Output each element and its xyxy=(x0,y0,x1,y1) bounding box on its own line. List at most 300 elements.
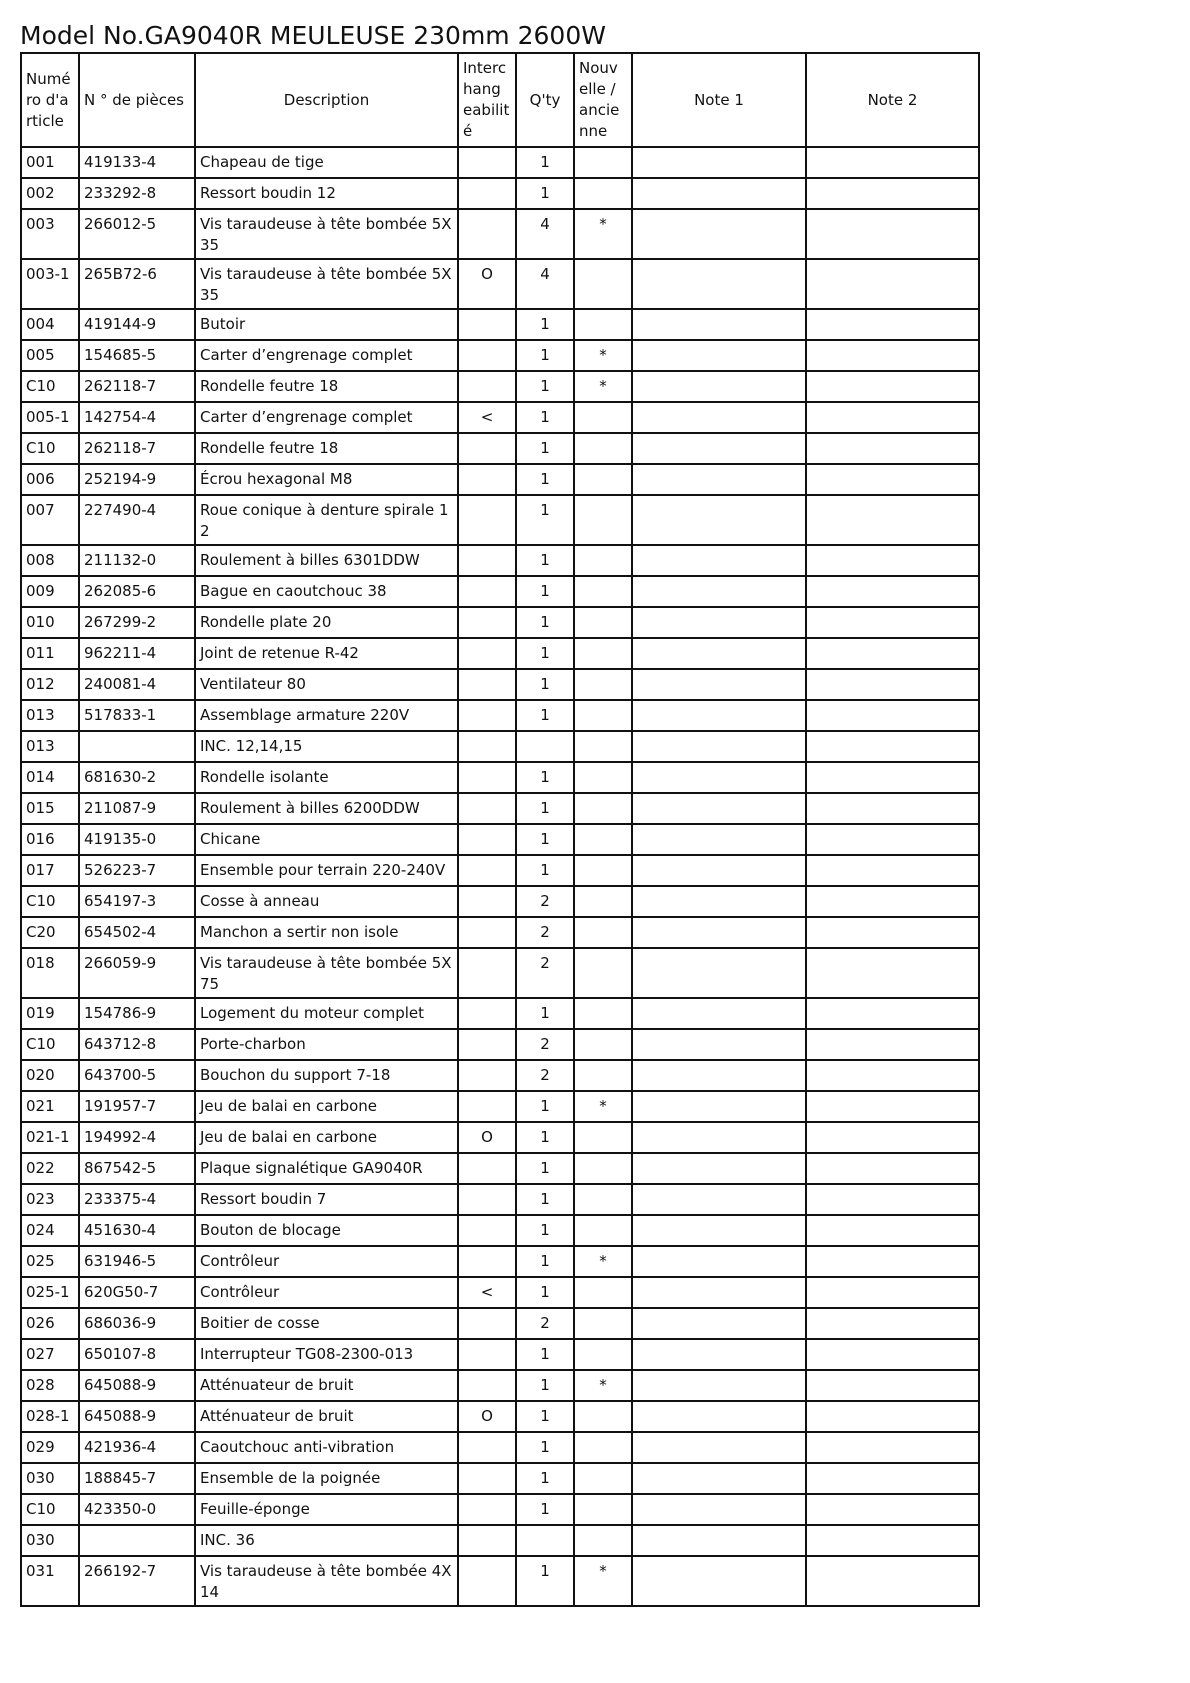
cell-new-old: * xyxy=(574,1370,632,1401)
cell-description: Roue conique à denture spirale 1 2 xyxy=(195,495,458,545)
page-title: Model No.GA9040R MEULEUSE 230mm 2600W xyxy=(20,21,606,50)
cell-note-2 xyxy=(806,1184,979,1215)
table-row xyxy=(21,700,979,731)
cell-note-2 xyxy=(806,576,979,607)
table-row xyxy=(21,1246,979,1277)
table-row xyxy=(21,1401,979,1432)
cell-interchangeability xyxy=(458,1525,516,1556)
cell-part-no: 240081-4 xyxy=(79,669,195,700)
cell-note-2 xyxy=(806,1153,979,1184)
table-row xyxy=(21,607,979,638)
cell-note-1 xyxy=(632,948,806,998)
cell-interchangeability xyxy=(458,824,516,855)
cell-description: Manchon a sertir non isole xyxy=(195,917,458,948)
cell-new-old xyxy=(574,495,632,545)
cell-note-2 xyxy=(806,259,979,309)
col-header-part-no: N ° de pièces xyxy=(79,53,195,147)
cell-new-old xyxy=(574,309,632,340)
cell-qty: 1 xyxy=(516,576,574,607)
cell-new-old xyxy=(574,576,632,607)
cell-note-1 xyxy=(632,1215,806,1246)
cell-interchangeability xyxy=(458,1029,516,1060)
cell-note-1 xyxy=(632,259,806,309)
cell-description: Jeu de balai en carbone xyxy=(195,1091,458,1122)
cell-new-old: * xyxy=(574,340,632,371)
cell-description: Ventilateur 80 xyxy=(195,669,458,700)
cell-part-no: 194992-4 xyxy=(79,1122,195,1153)
cell-qty: 1 xyxy=(516,762,574,793)
cell-item-no: 004 xyxy=(21,309,79,340)
cell-item-no: 024 xyxy=(21,1215,79,1246)
cell-description: Joint de retenue R-42 xyxy=(195,638,458,669)
cell-part-no: 686036-9 xyxy=(79,1308,195,1339)
cell-item-no: 030 xyxy=(21,1463,79,1494)
table-row xyxy=(21,371,979,402)
cell-item-no: 013 xyxy=(21,700,79,731)
cell-description: Butoir xyxy=(195,309,458,340)
cell-new-old xyxy=(574,402,632,433)
cell-part-no: 154685-5 xyxy=(79,340,195,371)
cell-item-no: 027 xyxy=(21,1339,79,1370)
cell-note-2 xyxy=(806,147,979,178)
table-row xyxy=(21,1215,979,1246)
cell-note-1 xyxy=(632,495,806,545)
cell-qty: 2 xyxy=(516,1060,574,1091)
cell-qty: 1 xyxy=(516,1122,574,1153)
cell-part-no: 211087-9 xyxy=(79,793,195,824)
cell-note-2 xyxy=(806,669,979,700)
cell-part-no: 265B72-6 xyxy=(79,259,195,309)
cell-note-1 xyxy=(632,1370,806,1401)
cell-note-1 xyxy=(632,1060,806,1091)
cell-interchangeability xyxy=(458,178,516,209)
cell-note-1 xyxy=(632,917,806,948)
cell-part-no: 227490-4 xyxy=(79,495,195,545)
cell-note-2 xyxy=(806,824,979,855)
col-header-note-2: Note 2 xyxy=(806,53,979,147)
cell-new-old: * xyxy=(574,1246,632,1277)
cell-qty: 1 xyxy=(516,464,574,495)
cell-note-1 xyxy=(632,1463,806,1494)
cell-new-old xyxy=(574,147,632,178)
cell-note-2 xyxy=(806,1246,979,1277)
cell-note-1 xyxy=(632,464,806,495)
cell-new-old: * xyxy=(574,371,632,402)
cell-new-old xyxy=(574,700,632,731)
table-row xyxy=(21,1153,979,1184)
cell-note-2 xyxy=(806,1029,979,1060)
cell-item-no: 017 xyxy=(21,855,79,886)
cell-item-no: 009 xyxy=(21,576,79,607)
cell-item-no: 031 xyxy=(21,1556,79,1606)
cell-note-1 xyxy=(632,1339,806,1370)
cell-new-old xyxy=(574,464,632,495)
cell-part-no: 421936-4 xyxy=(79,1432,195,1463)
cell-note-2 xyxy=(806,917,979,948)
cell-interchangeability xyxy=(458,545,516,576)
cell-interchangeability xyxy=(458,1556,516,1606)
cell-part-no: 451630-4 xyxy=(79,1215,195,1246)
cell-qty: 1 xyxy=(516,1153,574,1184)
cell-note-1 xyxy=(632,1029,806,1060)
cell-note-2 xyxy=(806,700,979,731)
cell-note-1 xyxy=(632,1091,806,1122)
cell-note-2 xyxy=(806,731,979,762)
table-row xyxy=(21,1432,979,1463)
cell-description: Rondelle plate 20 xyxy=(195,607,458,638)
cell-new-old xyxy=(574,1339,632,1370)
cell-item-no: 013 xyxy=(21,731,79,762)
cell-qty: 1 xyxy=(516,340,574,371)
cell-interchangeability xyxy=(458,1060,516,1091)
cell-part-no: 631946-5 xyxy=(79,1246,195,1277)
cell-interchangeability xyxy=(458,495,516,545)
cell-description: Boitier de cosse xyxy=(195,1308,458,1339)
cell-item-no: 003-1 xyxy=(21,259,79,309)
table-row xyxy=(21,824,979,855)
table-row xyxy=(21,1277,979,1308)
cell-note-1 xyxy=(632,669,806,700)
cell-description: Feuille-éponge xyxy=(195,1494,458,1525)
cell-note-2 xyxy=(806,545,979,576)
cell-qty: 1 xyxy=(516,495,574,545)
cell-interchangeability: O xyxy=(458,1401,516,1432)
cell-part-no: 262118-7 xyxy=(79,433,195,464)
cell-interchangeability xyxy=(458,886,516,917)
cell-note-2 xyxy=(806,793,979,824)
cell-note-2 xyxy=(806,340,979,371)
cell-note-2 xyxy=(806,1122,979,1153)
cell-interchangeability xyxy=(458,700,516,731)
cell-part-no: 262085-6 xyxy=(79,576,195,607)
cell-item-no: 021-1 xyxy=(21,1122,79,1153)
cell-part-no: 423350-0 xyxy=(79,1494,195,1525)
cell-new-old xyxy=(574,1494,632,1525)
cell-description: Jeu de balai en carbone xyxy=(195,1122,458,1153)
cell-description: Écrou hexagonal M8 xyxy=(195,464,458,495)
cell-qty: 1 xyxy=(516,1401,574,1432)
table-row xyxy=(21,1525,979,1556)
cell-part-no: 266059-9 xyxy=(79,948,195,998)
cell-description: Ensemble pour terrain 220-240V xyxy=(195,855,458,886)
cell-qty: 1 xyxy=(516,1494,574,1525)
cell-description: Ressort boudin 12 xyxy=(195,178,458,209)
cell-note-1 xyxy=(632,309,806,340)
cell-description: Bouton de blocage xyxy=(195,1215,458,1246)
cell-item-no: 003 xyxy=(21,209,79,259)
cell-part-no: 188845-7 xyxy=(79,1463,195,1494)
cell-note-2 xyxy=(806,1370,979,1401)
table-row xyxy=(21,1122,979,1153)
cell-note-1 xyxy=(632,433,806,464)
cell-item-no: C10 xyxy=(21,433,79,464)
table-row xyxy=(21,402,979,433)
cell-interchangeability xyxy=(458,793,516,824)
cell-interchangeability xyxy=(458,433,516,464)
table-row xyxy=(21,793,979,824)
table-row xyxy=(21,576,979,607)
cell-part-no: 142754-4 xyxy=(79,402,195,433)
cell-new-old xyxy=(574,1153,632,1184)
cell-interchangeability xyxy=(458,669,516,700)
cell-item-no: 011 xyxy=(21,638,79,669)
cell-qty: 1 xyxy=(516,309,574,340)
cell-description: Logement du moteur complet xyxy=(195,998,458,1029)
cell-note-2 xyxy=(806,855,979,886)
cell-description: Rondelle feutre 18 xyxy=(195,433,458,464)
cell-description: Vis taraudeuse à tête bombée 5X 35 xyxy=(195,209,458,259)
cell-description: Vis taraudeuse à tête bombée 4X 14 xyxy=(195,1556,458,1606)
cell-interchangeability xyxy=(458,731,516,762)
cell-qty: 1 xyxy=(516,1463,574,1494)
cell-note-1 xyxy=(632,1556,806,1606)
cell-part-no: 650107-8 xyxy=(79,1339,195,1370)
cell-note-1 xyxy=(632,855,806,886)
cell-note-1 xyxy=(632,1184,806,1215)
cell-note-1 xyxy=(632,824,806,855)
cell-note-1 xyxy=(632,1122,806,1153)
table-row xyxy=(21,1184,979,1215)
cell-description: Carter d’engrenage complet xyxy=(195,402,458,433)
cell-note-1 xyxy=(632,793,806,824)
cell-qty: 1 xyxy=(516,1432,574,1463)
cell-note-1 xyxy=(632,886,806,917)
cell-item-no: 023 xyxy=(21,1184,79,1215)
cell-item-no: 005-1 xyxy=(21,402,79,433)
cell-note-1 xyxy=(632,1525,806,1556)
cell-description: Atténuateur de bruit xyxy=(195,1370,458,1401)
table-row xyxy=(21,433,979,464)
cell-note-2 xyxy=(806,371,979,402)
cell-new-old xyxy=(574,1463,632,1494)
cell-note-1 xyxy=(632,1246,806,1277)
cell-interchangeability xyxy=(458,607,516,638)
cell-part-no: 419133-4 xyxy=(79,147,195,178)
table-row xyxy=(21,309,979,340)
cell-qty: 1 xyxy=(516,638,574,669)
cell-note-2 xyxy=(806,1432,979,1463)
cell-item-no: 015 xyxy=(21,793,79,824)
cell-new-old xyxy=(574,762,632,793)
table-row xyxy=(21,545,979,576)
cell-item-no: 028-1 xyxy=(21,1401,79,1432)
cell-part-no: 654502-4 xyxy=(79,917,195,948)
cell-note-2 xyxy=(806,309,979,340)
cell-part-no: 267299-2 xyxy=(79,607,195,638)
cell-description: Roulement à billes 6200DDW xyxy=(195,793,458,824)
cell-part-no: 620G50-7 xyxy=(79,1277,195,1308)
cell-new-old xyxy=(574,178,632,209)
cell-new-old xyxy=(574,998,632,1029)
cell-note-1 xyxy=(632,731,806,762)
table-row xyxy=(21,1060,979,1091)
cell-new-old xyxy=(574,793,632,824)
cell-note-1 xyxy=(632,340,806,371)
table-row xyxy=(21,1091,979,1122)
cell-note-2 xyxy=(806,886,979,917)
table-row xyxy=(21,638,979,669)
cell-new-old xyxy=(574,607,632,638)
cell-note-2 xyxy=(806,948,979,998)
cell-qty: 1 xyxy=(516,371,574,402)
cell-new-old: * xyxy=(574,1091,632,1122)
cell-note-2 xyxy=(806,178,979,209)
cell-part-no: 643700-5 xyxy=(79,1060,195,1091)
cell-interchangeability: < xyxy=(458,1277,516,1308)
cell-qty: 2 xyxy=(516,917,574,948)
cell-qty: 1 xyxy=(516,669,574,700)
cell-note-1 xyxy=(632,178,806,209)
cell-note-1 xyxy=(632,402,806,433)
cell-item-no: 014 xyxy=(21,762,79,793)
cell-note-2 xyxy=(806,209,979,259)
table-row xyxy=(21,1556,979,1606)
cell-description: Bouchon du support 7-18 xyxy=(195,1060,458,1091)
cell-item-no: 025-1 xyxy=(21,1277,79,1308)
cell-description: INC. 36 xyxy=(195,1525,458,1556)
cell-note-2 xyxy=(806,1463,979,1494)
cell-interchangeability xyxy=(458,309,516,340)
cell-qty: 1 xyxy=(516,1246,574,1277)
table-row xyxy=(21,1494,979,1525)
cell-item-no: C10 xyxy=(21,1494,79,1525)
cell-item-no: 008 xyxy=(21,545,79,576)
cell-new-old xyxy=(574,855,632,886)
cell-interchangeability xyxy=(458,1308,516,1339)
cell-note-2 xyxy=(806,1339,979,1370)
cell-note-2 xyxy=(806,607,979,638)
cell-new-old xyxy=(574,1401,632,1432)
cell-part-no: 233292-8 xyxy=(79,178,195,209)
cell-part-no: 233375-4 xyxy=(79,1184,195,1215)
cell-part-no: 526223-7 xyxy=(79,855,195,886)
cell-item-no: 029 xyxy=(21,1432,79,1463)
cell-qty: 1 xyxy=(516,700,574,731)
cell-note-2 xyxy=(806,1091,979,1122)
cell-interchangeability: < xyxy=(458,402,516,433)
cell-description: Chapeau de tige xyxy=(195,147,458,178)
cell-part-no: 154786-9 xyxy=(79,998,195,1029)
cell-qty: 1 xyxy=(516,1277,574,1308)
cell-qty: 1 xyxy=(516,1370,574,1401)
cell-note-1 xyxy=(632,998,806,1029)
cell-item-no: 005 xyxy=(21,340,79,371)
cell-item-no: 026 xyxy=(21,1308,79,1339)
cell-qty: 1 xyxy=(516,433,574,464)
cell-interchangeability xyxy=(458,1215,516,1246)
cell-part-no: 252194-9 xyxy=(79,464,195,495)
cell-interchangeability: O xyxy=(458,259,516,309)
cell-part-no: 645088-9 xyxy=(79,1370,195,1401)
cell-item-no: 002 xyxy=(21,178,79,209)
cell-item-no: C10 xyxy=(21,1029,79,1060)
cell-interchangeability xyxy=(458,1153,516,1184)
cell-qty: 1 xyxy=(516,855,574,886)
cell-part-no: 262118-7 xyxy=(79,371,195,402)
cell-description: Interrupteur TG08-2300-013 xyxy=(195,1339,458,1370)
cell-description: Bague en caoutchouc 38 xyxy=(195,576,458,607)
cell-item-no: C10 xyxy=(21,886,79,917)
cell-interchangeability xyxy=(458,576,516,607)
cell-description: Roulement à billes 6301DDW xyxy=(195,545,458,576)
cell-part-no: 266012-5 xyxy=(79,209,195,259)
cell-new-old xyxy=(574,545,632,576)
cell-interchangeability xyxy=(458,1184,516,1215)
cell-note-1 xyxy=(632,700,806,731)
table-row xyxy=(21,1463,979,1494)
cell-note-1 xyxy=(632,545,806,576)
cell-qty: 2 xyxy=(516,886,574,917)
table-row xyxy=(21,147,979,178)
cell-description: Rondelle isolante xyxy=(195,762,458,793)
cell-item-no: 020 xyxy=(21,1060,79,1091)
cell-description: Vis taraudeuse à tête bombée 5X 75 xyxy=(195,948,458,998)
cell-item-no: 021 xyxy=(21,1091,79,1122)
cell-note-2 xyxy=(806,1401,979,1432)
cell-new-old xyxy=(574,433,632,464)
cell-new-old xyxy=(574,638,632,669)
cell-note-1 xyxy=(632,1153,806,1184)
table-row xyxy=(21,1308,979,1339)
cell-note-1 xyxy=(632,1494,806,1525)
cell-part-no: 419144-9 xyxy=(79,309,195,340)
cell-interchangeability xyxy=(458,1463,516,1494)
col-header-qty: Q'ty xyxy=(516,53,574,147)
cell-note-2 xyxy=(806,495,979,545)
cell-interchangeability xyxy=(458,371,516,402)
cell-part-no: 645088-9 xyxy=(79,1401,195,1432)
cell-item-no: 018 xyxy=(21,948,79,998)
table-row xyxy=(21,464,979,495)
table-row xyxy=(21,917,979,948)
cell-description: Vis taraudeuse à tête bombée 5X 35 xyxy=(195,259,458,309)
cell-note-2 xyxy=(806,1556,979,1606)
cell-qty xyxy=(516,731,574,762)
cell-note-2 xyxy=(806,1308,979,1339)
cell-description: Assemblage armature 220V xyxy=(195,700,458,731)
table-row xyxy=(21,1370,979,1401)
cell-interchangeability xyxy=(458,998,516,1029)
cell-qty: 2 xyxy=(516,1308,574,1339)
cell-qty: 1 xyxy=(516,147,574,178)
cell-description: Contrôleur xyxy=(195,1277,458,1308)
cell-description: Porte-charbon xyxy=(195,1029,458,1060)
cell-part-no: 266192-7 xyxy=(79,1556,195,1606)
cell-interchangeability xyxy=(458,1370,516,1401)
cell-new-old xyxy=(574,1184,632,1215)
cell-qty: 1 xyxy=(516,793,574,824)
cell-note-1 xyxy=(632,1401,806,1432)
cell-description: Caoutchouc anti-vibration xyxy=(195,1432,458,1463)
cell-item-no: 016 xyxy=(21,824,79,855)
cell-description: INC. 12,14,15 xyxy=(195,731,458,762)
cell-note-1 xyxy=(632,209,806,259)
cell-part-no: 867542-5 xyxy=(79,1153,195,1184)
cell-new-old xyxy=(574,1432,632,1463)
cell-interchangeability xyxy=(458,762,516,793)
cell-interchangeability xyxy=(458,209,516,259)
cell-item-no: 028 xyxy=(21,1370,79,1401)
cell-interchangeability xyxy=(458,1091,516,1122)
cell-qty: 2 xyxy=(516,1029,574,1060)
cell-qty: 1 xyxy=(516,1184,574,1215)
table-row xyxy=(21,669,979,700)
table-row xyxy=(21,178,979,209)
cell-description: Carter d’engrenage complet xyxy=(195,340,458,371)
cell-new-old xyxy=(574,259,632,309)
cell-description: Plaque signalétique GA9040R xyxy=(195,1153,458,1184)
cell-new-old xyxy=(574,1122,632,1153)
